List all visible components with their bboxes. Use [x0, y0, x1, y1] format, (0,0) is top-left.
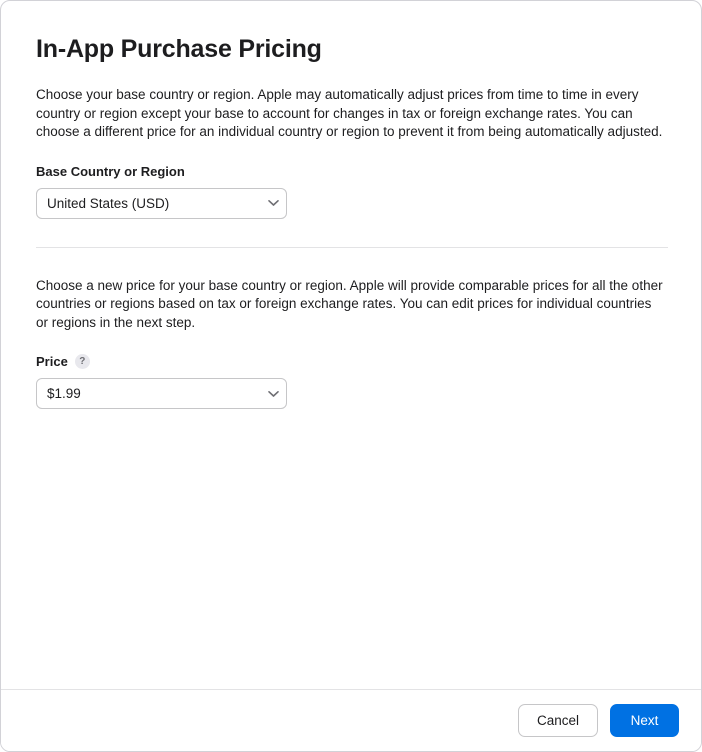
- chevron-down-icon: [260, 390, 286, 398]
- price-section: [36, 277, 666, 410]
- page-title: In-App Purchase Pricing: [36, 35, 322, 63]
- base-country-label: [36, 164, 666, 179]
- next-button[interactable]: Next: [610, 704, 679, 737]
- help-icon[interactable]: ?: [75, 354, 90, 369]
- dialog-content: [1, 1, 701, 689]
- price-select[interactable]: [36, 378, 287, 409]
- base-country-field: [36, 164, 666, 219]
- price-label: [36, 354, 666, 369]
- price-value: $1.99: [47, 386, 81, 401]
- price-label-text: Price: [36, 354, 68, 369]
- base-country-value: United States (USD): [47, 195, 170, 211]
- chevron-down-icon: [260, 199, 286, 207]
- base-country-label-text: Base Country or Region: [36, 163, 185, 179]
- dialog-footer: [1, 689, 701, 751]
- intro-paragraph: Choose your base country or region. Apple may automatically adjust prices from time to time in every country or region except your base to account for changes in tax or foreign exchange rates. You can choose a different price for an individual country or region to prevent it from being automatically adjusted.: [36, 87, 663, 139]
- price-field: [36, 354, 666, 409]
- cancel-button[interactable]: Cancel: [518, 704, 598, 737]
- base-country-select[interactable]: [36, 188, 287, 219]
- price-paragraph: Choose a new price for your base country or region. Apple will provide comparable prices for all the other countries or regions based on tax or foreign exchange rates. You can edit prices for individual countries or regions in the next step.: [36, 277, 663, 330]
- section-divider: [36, 247, 668, 248]
